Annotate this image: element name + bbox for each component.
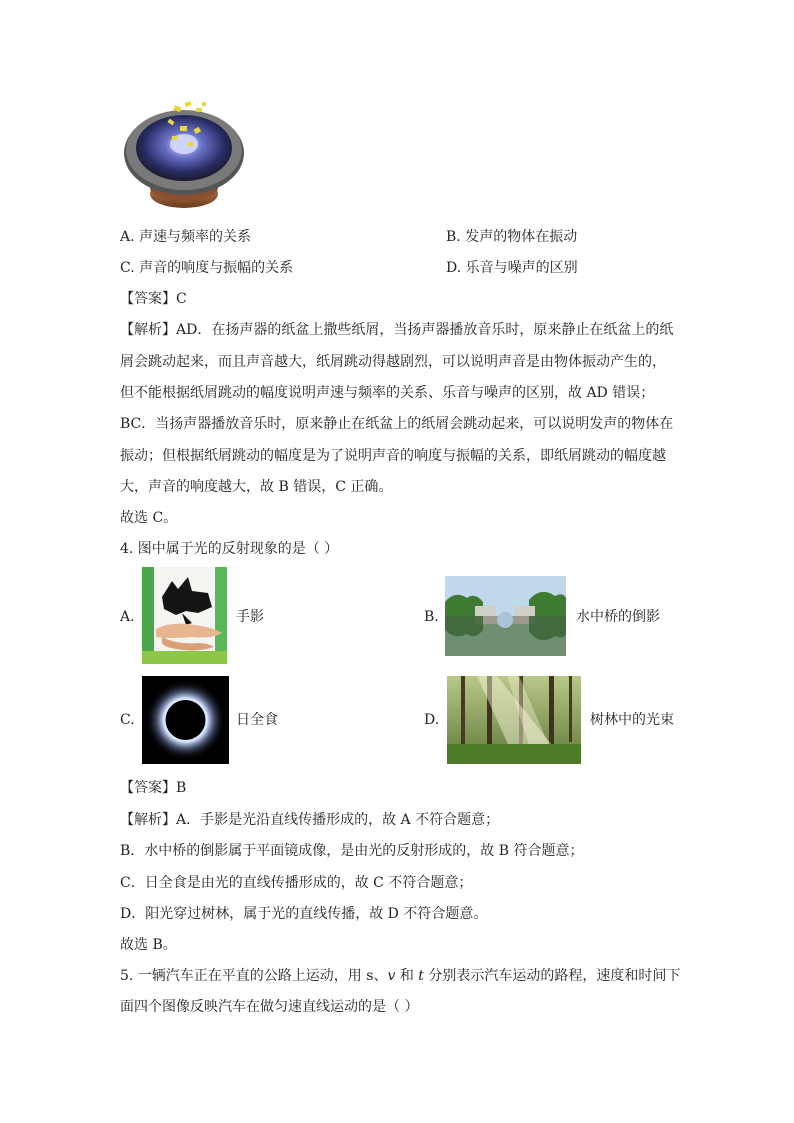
analysis-q3-line-6: 大，声音的响度越大，故 B 错误，C 正确。: [120, 479, 393, 495]
question-5-text-end: 分别表示汽车运动的路程，速度和时间下: [423, 968, 681, 984]
symbol-v: v: [387, 968, 396, 984]
option-b: B. 发声的物体在振动: [446, 229, 578, 245]
analysis-q3-line-1: 【解析】AD．在扬声器的纸盆上撒些纸屑，当扬声器播放音乐时，原来静止在纸盆上的纸: [120, 322, 674, 338]
analysis-q4-line-2: B．水中桥的倒影属于平面镜成像，是由光的反射形成的，故 B 符合题意；: [120, 843, 584, 859]
question-5-line-1: [120, 966, 680, 986]
option-b-letter: B.: [424, 609, 439, 625]
option-b-caption: 水中桥的倒影: [576, 609, 660, 625]
solar-eclipse-image: [142, 676, 229, 764]
analysis-q4-line-4: D．阳光穿过树林，属于光的直线传播，故 D 不符合题意。: [120, 906, 488, 922]
answer-q3: 【答案】C: [120, 291, 187, 307]
option-c-caption: 日全食: [236, 712, 278, 728]
option-c-letter: C.: [120, 712, 135, 728]
analysis-q3-line-3: 但不能根据纸屑跳动的幅度说明声速与频率的关系、乐音与噪声的区别，故 AD 错误；: [120, 385, 655, 401]
option-a: A. 声速与频率的关系: [120, 229, 252, 245]
analysis-q4-line-1: 【解析】A．手影是光沿直线传播形成的，故 A 不符合题意；: [120, 812, 500, 828]
speaker-image: [122, 98, 248, 216]
question-4: 4. 图中属于光的反射现象的是（ ）: [120, 541, 339, 557]
option-d: D. 乐音与噪声的区别: [446, 260, 578, 276]
option-d-caption: 树林中的光束: [590, 712, 674, 728]
conclusion-q4: 故选 B。: [120, 937, 177, 953]
option-a-caption: 手影: [236, 609, 264, 625]
question-5-line-2: 面四个图像反映汽车在做匀速直线运动的是（ ）: [120, 999, 419, 1015]
question-5-text-start: 5. 一辆汽车正在平直的公路上运动，用 s、: [120, 968, 388, 984]
bridge-reflection-image: [445, 576, 566, 656]
option-d-letter: D.: [424, 712, 440, 728]
analysis-q3-line-5: 振动；但根据纸屑跳动的幅度是为了说明声音的响度与振幅的关系，即纸屑跳动的幅度越: [120, 448, 666, 464]
hand-shadow-image: [142, 567, 227, 664]
forest-light-image: [447, 676, 581, 764]
answer-q4: 【答案】B: [120, 780, 187, 796]
option-c: C. 声音的响度与振幅的关系: [120, 260, 294, 276]
option-a-letter: A.: [120, 609, 135, 625]
question-5-text-mid: 和: [395, 968, 419, 984]
conclusion-q3: 故选 C。: [120, 510, 178, 526]
symbol-t: t: [418, 968, 424, 984]
analysis-q4-line-3: C．日全食是由光的直线传播形成的，故 C 不符合题意；: [120, 875, 473, 891]
analysis-q3-line-4: BC．当扬声器播放音乐时，原来静止在纸盆上的纸屑会跳动起来，可以说明发声的物体在: [120, 416, 674, 432]
analysis-q3-line-2: 屑会跳动起来，而且声音越大，纸屑跳动得越剧烈，可以说明声音是由物体振动产生的，: [120, 354, 666, 370]
